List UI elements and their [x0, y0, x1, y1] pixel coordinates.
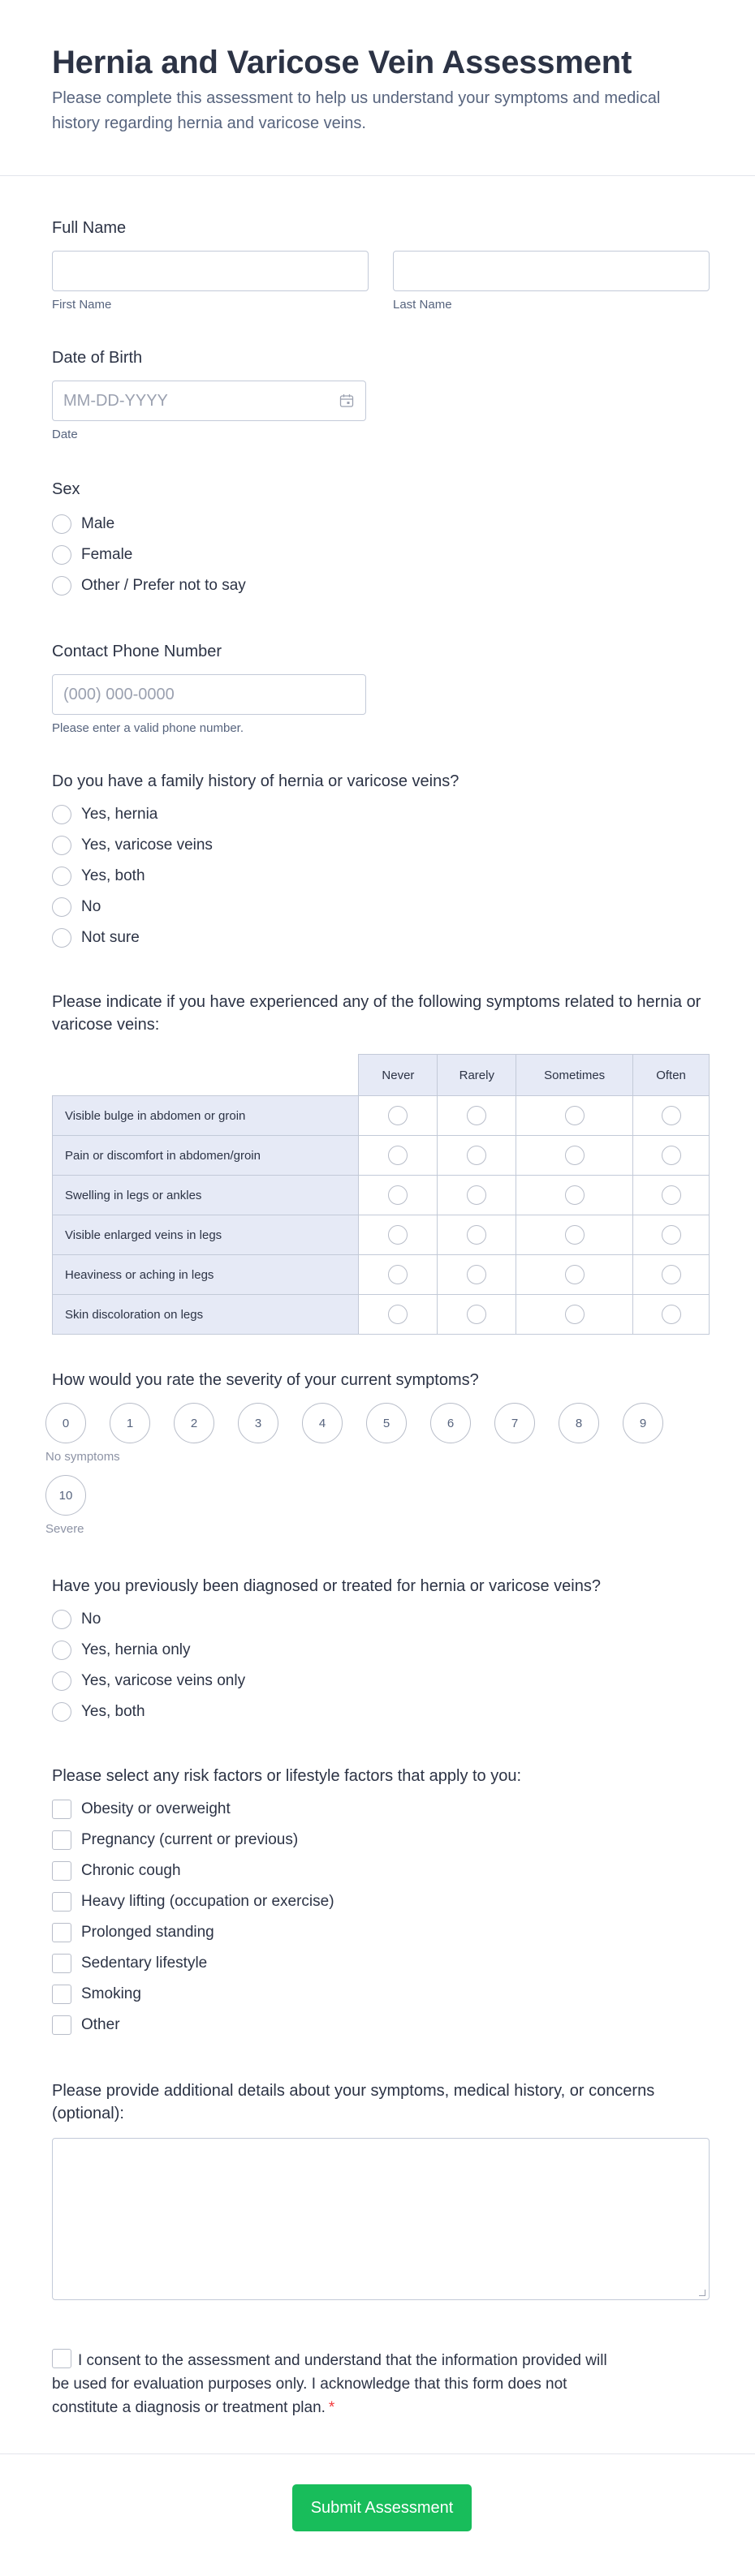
- matrix-radio[interactable]: [467, 1265, 486, 1284]
- family-history-option[interactable]: [52, 922, 710, 953]
- matrix-radio[interactable]: [565, 1106, 585, 1125]
- details-label: Please provide additional details about your symptoms, medical history, or concerns (optional):: [52, 2082, 655, 2122]
- first-name-input[interactable]: [52, 251, 369, 291]
- option-label: Sedentary lifestyle: [81, 1955, 208, 1972]
- risk-factor-option[interactable]: [52, 1886, 710, 1917]
- matrix-radio[interactable]: [388, 1305, 408, 1324]
- matrix-row: [53, 1136, 710, 1176]
- prior-diagnosis-option[interactable]: [52, 1635, 710, 1666]
- dob-placeholder: MM-DD-YYYY: [63, 391, 168, 410]
- form-body: [0, 217, 755, 2419]
- dob-question: [52, 346, 710, 441]
- matrix-radio[interactable]: [662, 1305, 681, 1324]
- option-label: Other / Prefer not to say: [81, 577, 246, 594]
- option-label: Other: [81, 2016, 120, 2033]
- option-label: Heavy lifting (occupation or exercise): [81, 1893, 334, 1910]
- scale-low-caption: No symptoms: [45, 1450, 120, 1464]
- risk-factors-question: [52, 1765, 710, 2041]
- scale-option[interactable]: 2: [174, 1403, 214, 1443]
- sex-option[interactable]: [52, 509, 710, 540]
- severity-scale: [45, 1403, 711, 1547]
- matrix-radio[interactable]: [388, 1265, 408, 1284]
- matrix-radio[interactable]: [467, 1185, 486, 1205]
- checkbox[interactable]: [52, 1892, 71, 1912]
- radio-button[interactable]: [52, 897, 71, 917]
- matrix-corner: [53, 1055, 359, 1096]
- option-label: Yes, hernia only: [81, 1641, 191, 1658]
- full-name-label: Full Name: [52, 219, 127, 237]
- matrix-radio[interactable]: [565, 1185, 585, 1205]
- matrix-row: [53, 1096, 710, 1136]
- consent-checkbox[interactable]: [52, 2349, 71, 2368]
- matrix-radio[interactable]: [662, 1225, 681, 1245]
- radio-button[interactable]: [52, 514, 71, 534]
- matrix-radio[interactable]: [467, 1225, 486, 1245]
- matrix-radio[interactable]: [388, 1185, 408, 1205]
- resize-handle-icon[interactable]: [699, 2290, 705, 2296]
- calendar-icon[interactable]: [339, 393, 354, 408]
- option-label: Smoking: [81, 1985, 141, 2002]
- family-history-option[interactable]: [52, 830, 710, 861]
- last-name-sublabel: Last Name: [393, 298, 452, 312]
- scale-option[interactable]: 3: [238, 1403, 278, 1443]
- matrix-row: [53, 1295, 710, 1335]
- option-label: Male: [81, 515, 115, 532]
- family-history-question: [52, 770, 710, 953]
- symptoms-question: [52, 991, 710, 1335]
- scale-high-caption: Severe: [45, 1522, 84, 1536]
- scale-option[interactable]: 4: [302, 1403, 343, 1443]
- details-textarea[interactable]: [52, 2138, 710, 2300]
- option-label: Female: [81, 546, 133, 563]
- matrix-radio[interactable]: [388, 1146, 408, 1165]
- matrix-radio[interactable]: [388, 1106, 408, 1125]
- prior-diagnosis-option[interactable]: [52, 1604, 710, 1635]
- matrix-radio[interactable]: [388, 1225, 408, 1245]
- option-label: Pregnancy (current or previous): [81, 1831, 299, 1848]
- phone-input[interactable]: [52, 674, 366, 715]
- form-footer: [0, 2453, 755, 2576]
- submit-button[interactable]: Submit Assessment: [292, 2484, 472, 2531]
- dob-label: Date of Birth: [52, 349, 143, 367]
- matrix-column-header: Rarely: [438, 1055, 516, 1096]
- matrix-row-label: Visible bulge in abdomen or groin: [53, 1096, 359, 1136]
- matrix-row: [53, 1176, 710, 1215]
- scale-option[interactable]: 5: [366, 1403, 407, 1443]
- scale-option[interactable]: 0: [45, 1403, 86, 1443]
- risk-factor-option[interactable]: [52, 2010, 710, 2041]
- sex-question: [52, 478, 710, 601]
- consent-question: [52, 2349, 710, 2419]
- option-label: Obesity or overweight: [81, 1800, 231, 1817]
- matrix-radio[interactable]: [565, 1225, 585, 1245]
- scale-option[interactable]: 9: [623, 1403, 663, 1443]
- sex-option[interactable]: [52, 540, 710, 570]
- family-history-option[interactable]: [52, 799, 710, 830]
- radio-button[interactable]: [52, 576, 71, 596]
- radio-button[interactable]: [52, 1610, 71, 1629]
- matrix-radio[interactable]: [662, 1185, 681, 1205]
- sex-option[interactable]: [52, 570, 710, 601]
- radio-button[interactable]: [52, 1671, 71, 1691]
- matrix-row-label: Visible enlarged veins in legs: [53, 1215, 359, 1255]
- radio-button[interactable]: [52, 1702, 71, 1722]
- matrix-radio[interactable]: [662, 1106, 681, 1125]
- radio-button[interactable]: [52, 805, 71, 824]
- radio-button[interactable]: [52, 1641, 71, 1660]
- matrix-radio[interactable]: [662, 1265, 681, 1284]
- checkbox[interactable]: [52, 2015, 71, 2035]
- matrix-radio[interactable]: [467, 1146, 486, 1165]
- checkbox[interactable]: [52, 1861, 71, 1881]
- prior-diagnosis-option[interactable]: [52, 1666, 710, 1697]
- required-mark: *: [328, 2399, 335, 2416]
- form-title: Hernia and Varicose Vein Assessment: [52, 45, 632, 80]
- checkbox[interactable]: [52, 1830, 71, 1850]
- scale-option[interactable]: 8: [559, 1403, 599, 1443]
- risk-factor-option[interactable]: [52, 1979, 710, 2010]
- checkbox[interactable]: [52, 1954, 71, 1973]
- option-label: Not sure: [81, 929, 140, 946]
- consent-text: I consent to the assessment and understand that the information provided will be used for evaluation purposes only. I acknowledge that this form does not constitute a diagnosis or treatment plan.: [52, 2352, 607, 2416]
- family-history-option[interactable]: [52, 861, 710, 892]
- matrix-row-label: Swelling in legs or ankles: [53, 1176, 359, 1215]
- full-name-question: [52, 217, 710, 312]
- phone-sublabel: Please enter a valid phone number.: [52, 721, 244, 735]
- option-label: No: [81, 1611, 101, 1628]
- consent-block: [52, 2349, 620, 2419]
- phone-label: Contact Phone Number: [52, 643, 222, 660]
- radio-button[interactable]: [52, 867, 71, 886]
- matrix-radio[interactable]: [565, 1305, 585, 1324]
- prior-diagnosis-option[interactable]: [52, 1697, 710, 1727]
- form-description: Please complete this assessment to help us understand your symptoms and medical history regarding hernia and varicose veins.: [52, 89, 661, 132]
- scale-option[interactable]: 7: [494, 1403, 535, 1443]
- dob-sublabel: Date: [52, 428, 78, 441]
- phone-question: [52, 640, 710, 735]
- matrix-radio[interactable]: [467, 1106, 486, 1125]
- details-question: [52, 2079, 710, 2300]
- option-label: Yes, hernia: [81, 806, 158, 823]
- prior-diagnosis-question: [52, 1575, 710, 1727]
- option-label: Yes, both: [81, 867, 145, 884]
- matrix-column-header: Often: [633, 1055, 710, 1096]
- option-label: Yes, varicose veins only: [81, 1672, 246, 1689]
- option-label: Yes, varicose veins: [81, 836, 213, 854]
- first-name-sublabel: First Name: [52, 298, 112, 312]
- severity-question: [45, 1369, 710, 1547]
- phone-placeholder: (000) 000-0000: [63, 685, 175, 703]
- severity-label: How would you rate the severity of your current symptoms?: [52, 1371, 479, 1389]
- option-label: No: [81, 898, 101, 915]
- risk-factor-option[interactable]: [52, 1825, 710, 1856]
- symptoms-label: Please indicate if you have experienced any of the following symptoms related to hernia or varicose veins:: [52, 993, 701, 1034]
- form-header: [0, 0, 755, 176]
- last-name-input[interactable]: [393, 251, 710, 291]
- dob-input[interactable]: [52, 381, 366, 421]
- scale-option[interactable]: 6: [430, 1403, 471, 1443]
- prior-diagnosis-label: Have you previously been diagnosed or treated for hernia or varicose veins?: [52, 1577, 601, 1595]
- matrix-row: [53, 1215, 710, 1255]
- risk-factor-option[interactable]: [52, 1856, 710, 1886]
- matrix-row-label: Heaviness or aching in legs: [53, 1255, 359, 1295]
- option-label: Chronic cough: [81, 1862, 181, 1879]
- family-history-option[interactable]: [52, 892, 710, 922]
- matrix-row-label: Skin discoloration on legs: [53, 1295, 359, 1335]
- risk-factor-option[interactable]: [52, 1917, 710, 1948]
- matrix-radio[interactable]: [565, 1146, 585, 1165]
- scale-option[interactable]: 10: [45, 1475, 86, 1516]
- risk-factors-label: Please select any risk factors or lifestyle factors that apply to you:: [52, 1767, 522, 1785]
- scale-option[interactable]: 1: [110, 1403, 150, 1443]
- option-label: Yes, both: [81, 1703, 145, 1720]
- matrix-column-header: Sometimes: [516, 1055, 633, 1096]
- radio-button[interactable]: [52, 545, 71, 565]
- radio-button[interactable]: [52, 836, 71, 855]
- matrix-radio[interactable]: [565, 1265, 585, 1284]
- checkbox[interactable]: [52, 1923, 71, 1942]
- matrix-row-label: Pain or discomfort in abdomen/groin: [53, 1136, 359, 1176]
- matrix-row: [53, 1255, 710, 1295]
- radio-button[interactable]: [52, 928, 71, 948]
- risk-factor-option[interactable]: [52, 1948, 710, 1979]
- family-history-label: Do you have a family history of hernia or varicose veins?: [52, 772, 459, 790]
- option-label: Prolonged standing: [81, 1924, 214, 1941]
- risk-factor-option[interactable]: [52, 1794, 710, 1825]
- checkbox[interactable]: [52, 1985, 71, 2004]
- symptoms-matrix: [52, 1054, 710, 1335]
- matrix-column-header: Never: [359, 1055, 438, 1096]
- checkbox[interactable]: [52, 1800, 71, 1819]
- matrix-radio[interactable]: [662, 1146, 681, 1165]
- matrix-radio[interactable]: [467, 1305, 486, 1324]
- sex-label: Sex: [52, 480, 80, 498]
